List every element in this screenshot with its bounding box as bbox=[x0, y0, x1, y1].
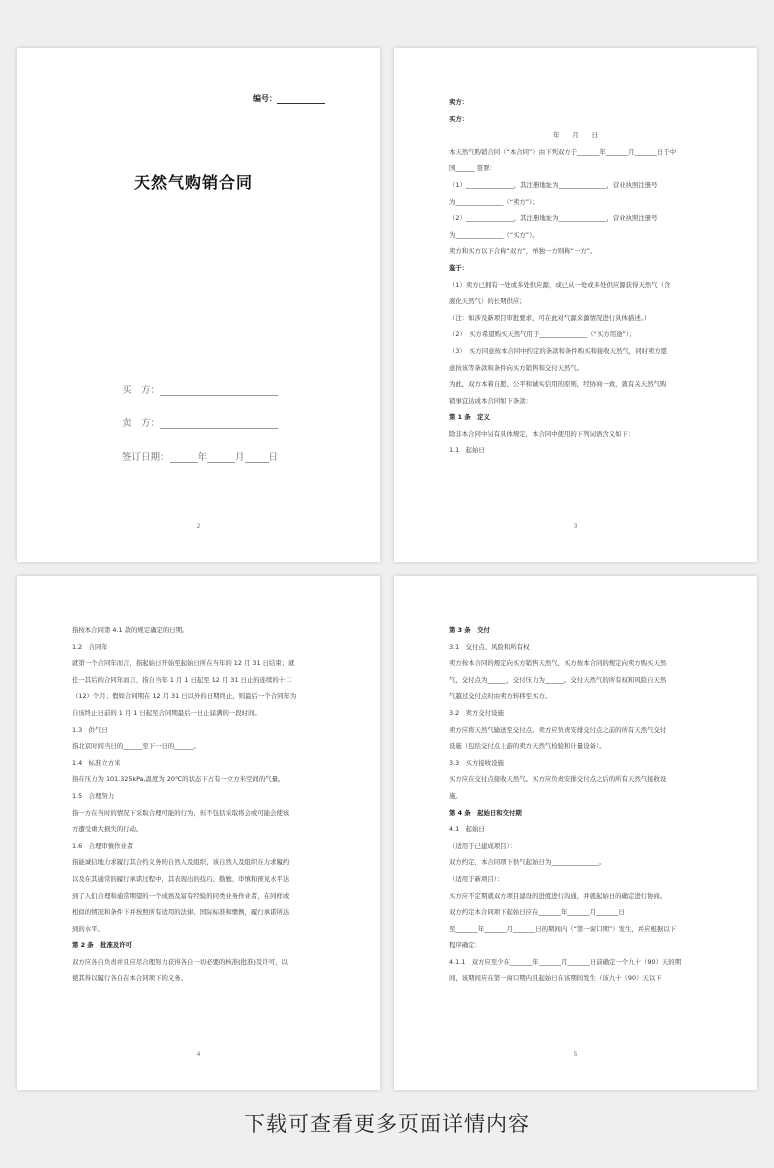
text-line: 指一方在当时的情况下采取合理可能的行为，但不包括采取将会或可能会使该 bbox=[72, 808, 290, 817]
text-line: 使其得以履行各自在本合同项下的义务。 bbox=[72, 974, 188, 983]
text-line: 到的水平。 bbox=[72, 924, 104, 933]
text-line: 卖方应将天然气输送至交付点。卖方应负责安排交付点之前的所有天然气交付 bbox=[449, 725, 667, 734]
text-line: （注：如涉及新项目审批要求，可在此对气源来源情况进行具体描述。） bbox=[449, 313, 651, 322]
text-line: 为此，双方本着自愿、公平和诚实信用的原则，经协商一致，就有关天然气购 bbox=[449, 380, 667, 389]
text-line: 双方应各自负责并且应尽合理努力获得各自一切必要的核准(批准)及许可，以 bbox=[72, 957, 288, 966]
text-line: 3.1 交付点、风险和所有权 bbox=[449, 642, 530, 651]
text-line: 为_______________（“卖方”）； bbox=[449, 197, 539, 206]
page-3 bbox=[394, 48, 757, 562]
section-heading: 第 4 条 起始日和交付期 bbox=[449, 808, 522, 817]
page-4 bbox=[17, 576, 380, 1090]
contract-number bbox=[253, 93, 325, 104]
text-line: 以及在其通常的履行承诺过程中，其表现出的技巧、勤勉、审慎和预见水平达 bbox=[72, 874, 290, 883]
text-line: 方遭受重大损失的行动。 bbox=[72, 825, 143, 834]
text-line: 买方应不定期就双方项目建设的进度进行沟通，并就起始日的确定进行协商。 bbox=[449, 891, 667, 900]
signing-date-label: 签订日期： bbox=[122, 452, 170, 463]
text-line: 意按该等条款和条件向买方销售和交付天然气。 bbox=[449, 363, 584, 372]
contract-number-label: 编号： bbox=[253, 94, 277, 103]
section-heading: 第 3 条 交付 bbox=[449, 626, 490, 634]
text-line: 为_______________（“买方”）。 bbox=[449, 230, 539, 239]
seller-field bbox=[122, 415, 278, 429]
seller-label: 卖 方： bbox=[122, 418, 161, 429]
text-line: 1.4 标准立方米 bbox=[72, 758, 121, 767]
month-label: 月 bbox=[235, 452, 245, 463]
text-line: 买方应在交付点接收天然气。买方应负责安排交付点之后的所有天然气接收设 bbox=[449, 775, 667, 784]
text-line: 3.2 卖方交付设施 bbox=[449, 708, 504, 717]
page-number: 4 bbox=[196, 1051, 201, 1058]
text-line: （1）_______________，其注册地址为_______________，营业执照注册号 bbox=[449, 180, 658, 189]
text-line: 3.3 买方接收设施 bbox=[449, 758, 504, 767]
text-line: 4.1 起始日 bbox=[449, 825, 485, 834]
text-line: 销事宜达成本合同如下条款： bbox=[449, 396, 533, 405]
text-line: （12）个月；假如合同期在 12 月 31 日以外的日期终止，则最后一个合同年为 bbox=[72, 692, 297, 701]
text-line: 程序确定： bbox=[449, 941, 481, 950]
buyer-blank bbox=[160, 385, 278, 396]
page-5 bbox=[394, 576, 757, 1090]
text-line: 设施（包括交付点上游的卖方天然气检验和计量设备）。 bbox=[449, 742, 606, 751]
text-line: 相似的情况和条件下并按照所有适用的法律、国际标准和惯例，履行承诺所达 bbox=[72, 908, 290, 917]
text-line: （3） 买方同意按本合同中约定的条款和条件购买和接收天然气，同时卖方愿 bbox=[449, 346, 668, 355]
text-line: 到了人们合理和通常期望的一个成熟及富有经验的同类业务作业者，在同样或 bbox=[72, 891, 290, 900]
text-line: （2） 买方希望购买天然气用于_______________（“买方用途”）； bbox=[449, 330, 636, 339]
buyer-label: 买 方： bbox=[122, 385, 161, 396]
text-line: 气越过交付点时由卖方转移至买方。 bbox=[449, 692, 552, 701]
text-line: （1）卖方已拥有一处或多处供应源，或已从一处或多处供应源获得天然气（含 bbox=[449, 280, 671, 289]
day-blank bbox=[245, 452, 269, 463]
download-more-caption: 下载可查看更多页面详情内容 bbox=[244, 1112, 530, 1136]
section-heading: 买方： bbox=[449, 114, 469, 123]
text-line: 指能诚信地力求履行其合约义务的自然人及组织，该自然人及组织在力求履约 bbox=[72, 858, 290, 867]
text-line: 指在压力为 101.325kPa,温度为 20℃的状态下占有一立方米空间的气量。 bbox=[72, 775, 285, 784]
section-heading: 卖方： bbox=[449, 98, 469, 106]
text-line: 液化天然气）的长期供应； bbox=[449, 297, 526, 306]
text-line: 至_______年_______月_______日的期间内（“第一窗口期”）发生，并应根据以下 bbox=[449, 924, 677, 933]
text-line: 4.1.1 双方应至少在_______年_______月_______日前确定一个九十（90）天的期 bbox=[449, 957, 682, 966]
text-line: 间，该期间应在第一窗口期内且起始日在该期间发生（该九十（90）天以下 bbox=[449, 974, 662, 983]
text-line: 除非本合同中另有具体规定，本合同中使用的下列词语含义如下： bbox=[449, 429, 635, 438]
text-line: 1.1 起始日 bbox=[449, 446, 485, 455]
text-line: 国______ 签署： bbox=[449, 164, 496, 173]
text-line: 双方约定，本合同项下供气起始日为_______________。 bbox=[449, 858, 606, 867]
text-line: 指北京时间当日的______至下一日的______。 bbox=[72, 742, 200, 751]
text-line: （适用于已建成项目）： bbox=[449, 841, 517, 850]
year-blank bbox=[170, 452, 198, 463]
text-line: 施。 bbox=[449, 791, 462, 800]
text-line: （适用于新项目）： bbox=[449, 874, 504, 883]
text-line: 指按本合同第 4.1 款的规定确定的日期。 bbox=[72, 626, 189, 634]
page-5-content bbox=[449, 622, 702, 987]
contract-number-blank bbox=[277, 95, 325, 104]
page-cover bbox=[17, 48, 380, 562]
year-label: 年 bbox=[197, 452, 208, 463]
section-heading: 第 2 条 批准及许可 bbox=[72, 941, 133, 950]
text-line: 气，交付点为______，交付压力为______。交付天然气的所有权和风险自天然 bbox=[449, 675, 667, 684]
seller-blank bbox=[160, 418, 278, 429]
text-line: （2）_______________，其注册地址为_______________，营业执照注册号 bbox=[449, 214, 658, 223]
page-4-content bbox=[72, 622, 325, 987]
day-label: 日 bbox=[268, 452, 279, 463]
text-line: 1.3 供气日 bbox=[72, 725, 108, 734]
text-line: 双方约定本合同项下起始日应在_______年_______月_______日 bbox=[449, 908, 625, 917]
section-heading: 第 1 条 定义 bbox=[449, 413, 490, 422]
section-heading: 鉴于： bbox=[449, 263, 469, 272]
text-line: 自该终止日前的 1 月 1 日起至合同期最后一日止届满的一段时间。 bbox=[72, 708, 261, 717]
signing-date-field bbox=[122, 449, 278, 463]
month-blank bbox=[207, 452, 235, 463]
buyer-field bbox=[122, 382, 278, 396]
text-line: 本天然气购销合同（“本合同”）由下列双方于_______年_______月_______日于中 bbox=[449, 147, 677, 156]
page-number: 3 bbox=[573, 523, 578, 530]
page-number: 2 bbox=[196, 523, 201, 530]
page-3-content bbox=[449, 94, 702, 459]
text-line: 任一其后的合同年而言，指自当年 1 月 1 日起至 12 月 31 日止的连续的十二 bbox=[72, 675, 292, 684]
text-line: 年 月 日 bbox=[553, 131, 598, 140]
text-line: 1.5 合理努力 bbox=[72, 791, 115, 800]
document-title: 天然气购销合同 bbox=[133, 173, 253, 192]
text-line: 1.6 合理审慎作业者 bbox=[72, 841, 134, 850]
text-line: 1.2 合同年 bbox=[72, 642, 108, 651]
page-number: 5 bbox=[573, 1051, 578, 1058]
text-line: 就第一个合同年而言，指起始日开始至起始日所在当年的 12 月 31 日结束；就 bbox=[72, 659, 295, 668]
text-line: 卖方按本合同的规定向买方销售天然气，买方按本合同的规定向卖方购买天然 bbox=[449, 659, 667, 668]
text-line: 卖方和买方以下合称“双方”，单独一方则称“一方”。 bbox=[449, 247, 597, 256]
